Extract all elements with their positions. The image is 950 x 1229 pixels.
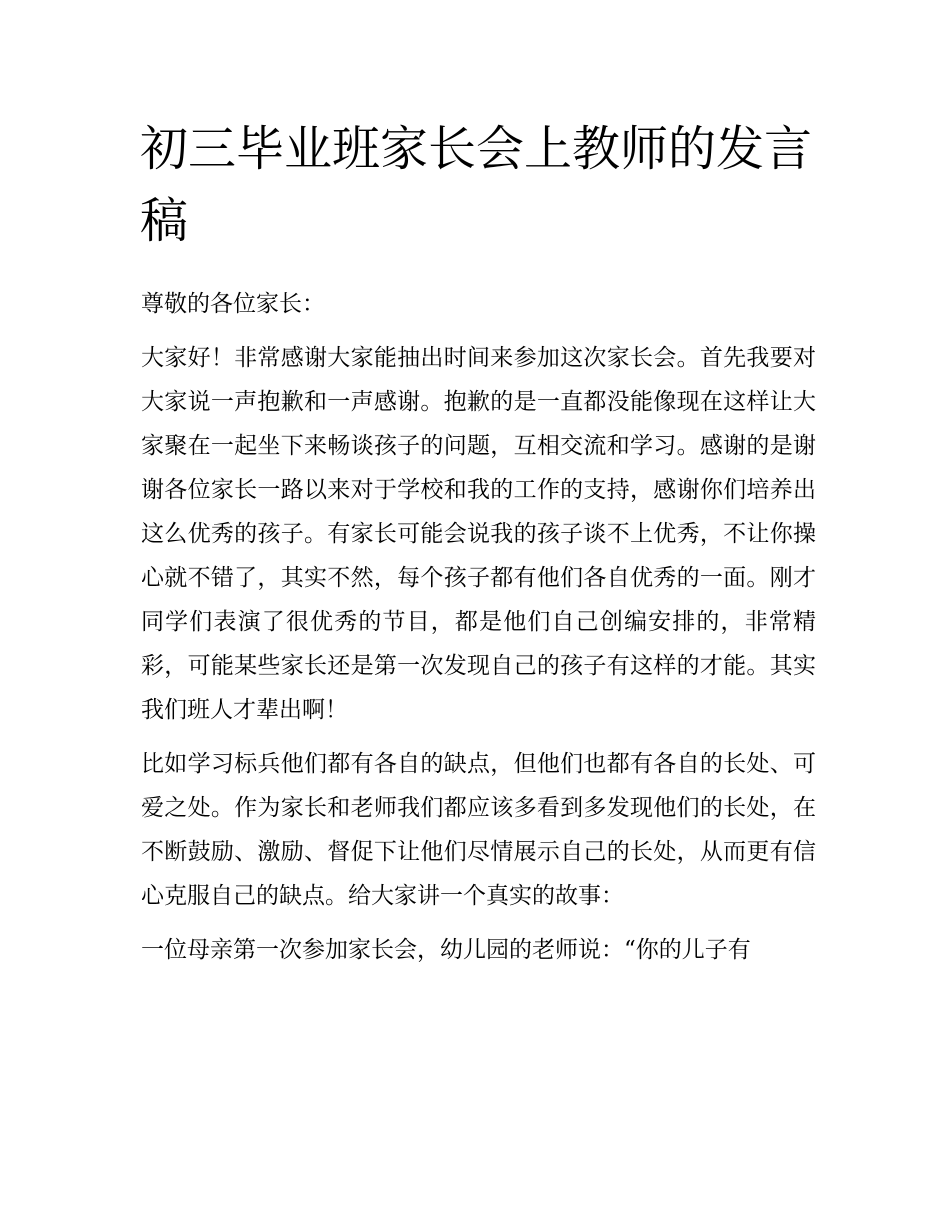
document-title: 初三毕业班家长会上教师的发言稿 xyxy=(140,121,813,249)
body-paragraph: 大家好！非常感谢大家能抽出时间来参加这次家长会。首先我要对大家说一声抱歉和一声感谢。抱歉的是一直都没能像现在这样让大家聚在一起坐下来畅谈孩子的问题，互相交流和学习。感谢的是谢谢各位家长一路以来对于学校和我的工作的支持，感谢你们培养出这么优秀的孩子。有家长可能会说我的孩子谈不上优秀，不让你操心就不错了，其实不然，每个孩子都有他们各自优秀的一面。刚才同学们表演了很优秀的节目，都是他们自己创编安排的，非常精彩，可能某些家长还是第一次发现自己的孩子有这样的才能。其实我们班人才辈出啊！ xyxy=(141,345,816,723)
salutation-paragraph: 尊敬的各位家长： xyxy=(141,291,325,317)
body-paragraph: 一位母亲第一次参加家长会，幼儿园的老师说：“你的儿子有 xyxy=(141,937,751,963)
document-body xyxy=(141,282,816,982)
body-paragraph: 比如学习标兵他们都有各自的缺点，但他们也都有各自的长处、可爱之处。作为家长和老师我们都应该多看到多发现他们的长处，在不断鼓励、激励、督促下让他们尽情展示自己的长处，从而更有信心克服自己的缺点。给大家讲一个真实的故事： xyxy=(141,751,816,909)
